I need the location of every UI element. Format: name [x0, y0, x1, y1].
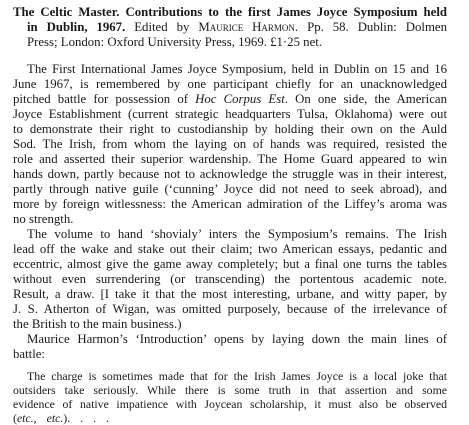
- text-segment: . Pp. 58. Dublin: Dolmen: [294, 20, 447, 34]
- text-segment: Maurice Harmon: [198, 20, 295, 34]
- text-segment: J. S. Atherton of Wigan, was omitted purposely, because of the irrelevance of: [13, 302, 447, 316]
- text-segment: role and asserted their superior wardenship. The Home Guard appeared to win: [13, 152, 447, 166]
- quotation-line: [13, 397, 447, 411]
- text-segment: Hoc Corpus Est: [195, 92, 285, 106]
- heading-line: [27, 20, 447, 35]
- text-segment: hands down, partly because not to acknowledge the struggle was in their interest,: [13, 167, 447, 181]
- text-segment: Result, a draw. [I take it that the most interesting, urbane, and witty paper, by: [13, 287, 447, 301]
- body-line: [13, 317, 181, 332]
- text-segment: outsiders take seriously. While there is some truth in that assertion and some: [13, 383, 447, 397]
- body-line: [13, 152, 447, 167]
- text-segment: Maurice Harmon’s ‘Introduction’ opens by laying down the main lines of: [27, 332, 447, 346]
- body-line: [27, 332, 447, 347]
- body-line: [27, 227, 447, 242]
- text-segment: eccentric, almost give the game away completely; but a final one turns the tables: [13, 257, 447, 271]
- text-segment: The charge is sometimes made that for the Irish James Joyce is a local joke that: [27, 369, 447, 383]
- text-segment: in Dublin, 1967.: [27, 20, 126, 34]
- body-line: [13, 167, 447, 182]
- body-line: [13, 107, 447, 122]
- text-segment: pitched battle for possession of: [13, 92, 196, 106]
- text-segment: Sod. The Irish, from whom the laying on of hands was required, resisted the: [13, 137, 447, 151]
- text-segment: partly through native guile (‘cunning’ Joyce did not need to seek abroad), and: [13, 182, 447, 196]
- quotation-line: [13, 383, 447, 397]
- body-line: [13, 92, 447, 107]
- text-segment: no strength.: [13, 212, 74, 226]
- body-line: [13, 77, 447, 92]
- heading-line: [13, 5, 447, 20]
- quotation-line: [27, 369, 447, 383]
- body-line: [13, 287, 447, 302]
- text-segment: etc., etc.: [16, 411, 64, 425]
- text-segment: Press; London: Oxford University Press, 1969. £1·25 net.: [27, 35, 323, 49]
- text-segment: The First International James Joyce Symposium, held in Dublin on 15 and 16: [27, 62, 447, 76]
- body-line: [13, 212, 73, 227]
- body-line: [13, 257, 447, 272]
- text-segment: evidence of native impatience with Joycean scholarship, it must also be observed: [13, 397, 447, 411]
- text-segment: battle:: [13, 347, 45, 361]
- text-segment: . On one side, the American: [284, 92, 447, 106]
- text-segment: more by foreign witlessness: the American admiration of the Liffey’s aroma was: [13, 197, 447, 211]
- body-line: [13, 242, 447, 257]
- body-line: [13, 302, 447, 317]
- text-segment: without even surrendering (or transcending) the portentous academic note.: [13, 272, 447, 286]
- body-line: [13, 122, 447, 137]
- text-segment: Edited by: [125, 20, 199, 34]
- text-segment: ). . . .: [63, 411, 109, 425]
- body-line: [13, 272, 447, 287]
- text-segment: June 1967, is remembered by one participant chiefly for an unacknowledged: [13, 77, 447, 91]
- text-segment: The volume to hand ‘shovialy’ inters the Symposium’s remains. The Irish: [27, 227, 447, 241]
- body-line: [13, 197, 447, 212]
- text-segment: the British to the main business.): [13, 317, 182, 331]
- text-segment: (: [13, 411, 17, 425]
- body-line: [13, 137, 447, 152]
- body-line: [13, 347, 45, 362]
- text-segment: The Celtic Master. Contributions to the first James Joyce Symposium held: [13, 5, 447, 19]
- text-segment: lead off the wake and stake out their claim; two American essays, pedantic and: [13, 242, 447, 256]
- body-line: [13, 182, 447, 197]
- body-line: [27, 62, 447, 77]
- heading-line: [27, 35, 322, 50]
- text-segment: to demonstrate their right to custodianship by holding their own on the Auld: [13, 122, 447, 136]
- text-segment: Joyce Establishment (current strategic headquarters Tulsa, Oklahoma) were out: [13, 107, 447, 121]
